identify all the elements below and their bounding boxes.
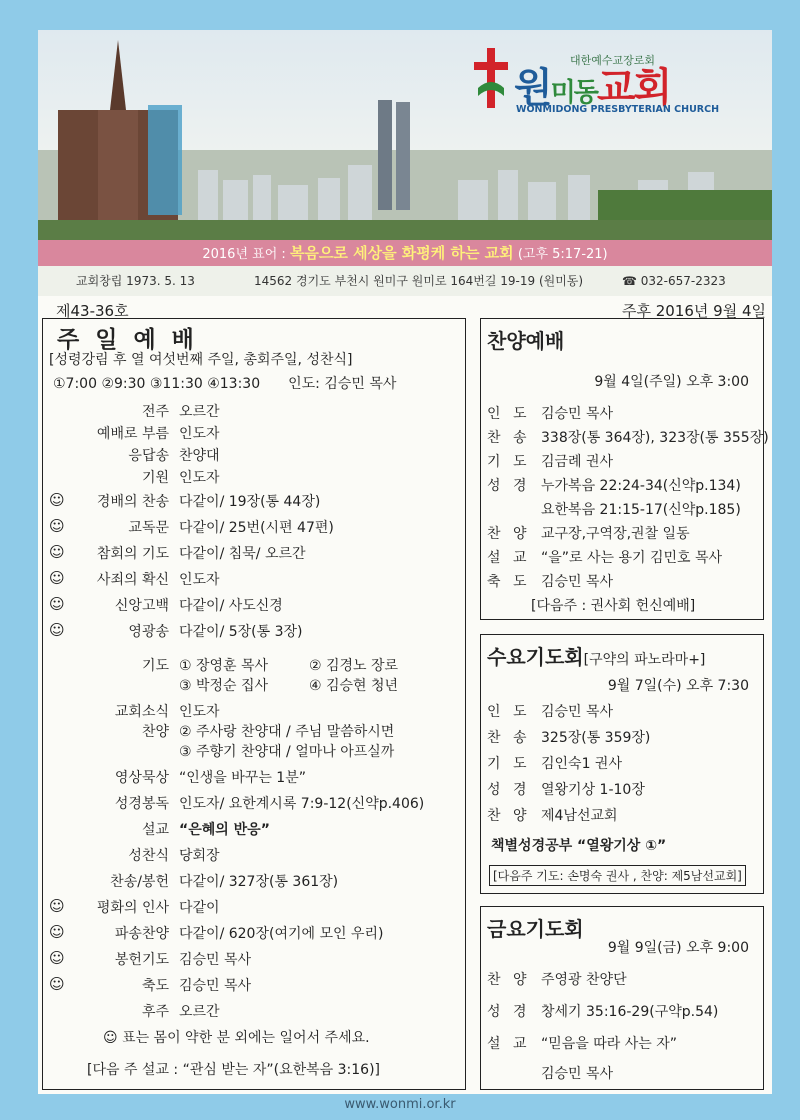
schedule-label: 찬 송 (487, 730, 531, 746)
schedule-value: “믿음을 따라 사는 자” (541, 1036, 678, 1052)
schedule-label: 인 도 (487, 704, 531, 720)
founded-date: 교회창립 1973. 5. 13 (76, 274, 195, 288)
smile-icon: ☺ (49, 517, 65, 535)
schedule-value: 누가복음 22:24-34(신약p.134) (541, 478, 741, 494)
schedule-label: 성 경 (487, 782, 531, 798)
item-label: 파송찬양 (114, 926, 169, 942)
sunday-service-box: 주 일 예 배 [성령강림 후 열 여섯번째 주일, 총회주일, 성찬식] ①7:00 ②9:30 ③11:30 ④13:30 인도: 김승민 목사 전주 오르간 예배로 부름 인도자 응답송 찬양대 기원 인도자 ☺ 경배의 찬송 다같이/ 19장(통 44장) ☺ 교독문 다같이/ 25번(시편 47편) ☺ 참회의 기도 다같이/ 침묵/ 오르간 ☺ 사죄의 확신 인도자 ☺ 신앙고백 다같이/ 사도신경 ☺ 영광송 다같이/ 5장(통 3장) 기도 ① 장영훈 목사 ② 김경노 장로 ③ 박정순 집사 ④ 김승현 청년 교회소식 인도자 찬양 ② 주사랑 찬양대 / 주님 말씀하시면 ③ 주향기 찬양대 / 얼마나 아프실까 영상묵상 “인생을 바꾸는 1분” 성경봉독 인도자/ 요한계시록 7:9-12(신약p.406) 설교 “은혜의 반응” 성찬식 당회장 찬송/봉헌 다같이/ 327장(통 361장) ☺ 평화의 인사 다같이 ☺ 파송찬양 다같이/ 620장(여기에 모인 우리) ☺ 봉헌기도 김승민 목사 ☺ 축도 김승민 목사 후주 오르간 ☺ 표는 몸이 약한 분 외에는 일어서 주세요. [다음 주 설교 : “관심 받는 자”(요한복음 3:16)] (42, 318, 466, 1090)
schedule-value: 김승민 목사 (541, 574, 614, 590)
item-label: 평화의 인사 (96, 900, 169, 916)
wednesday-study: 책별성경공부 “열왕기상 ①” (491, 838, 667, 854)
logo-english: WONMIDONG PRESBYTERIAN CHURCH (516, 104, 720, 115)
schedule-label: 찬 양 (487, 526, 531, 542)
schedule-label: 찬 송 (487, 430, 531, 446)
schedule-label: 기 도 (487, 454, 531, 470)
item-label: 영광송 (128, 624, 169, 640)
schedule-row (487, 805, 618, 825)
footer-url: www.wonmi.or.kr (344, 1097, 456, 1112)
smile-icon: ☺ (49, 897, 65, 915)
address-bar (38, 266, 772, 296)
item-value: 찬양대 (179, 448, 220, 464)
item-value: 다같이/ 침묵/ 오르간 (179, 546, 306, 562)
item-value: 다같이/ 5장(통 3장) (179, 624, 303, 640)
schedule-row (487, 499, 741, 519)
schedule-row (487, 779, 645, 799)
schedule-label: 기 도 (487, 756, 531, 772)
schedule-label: 축 도 (487, 574, 531, 590)
schedule-value: 김인숙1 권사 (541, 756, 622, 772)
schedule-label: 인 도 (487, 406, 531, 422)
schedule-value: “을”로 사는 용기 김민호 목사 (541, 550, 723, 566)
praise-service-time: 9월 4일(주일) 오후 3:00 (594, 374, 749, 390)
friday-box (480, 906, 764, 1090)
item-value: 인도자 (179, 426, 220, 442)
schedule-row (487, 753, 622, 773)
schedule-value: 325장(통 359장) (541, 730, 651, 746)
next-sermon: [다음 주 설교 : “관심 받는 자”(요한복음 3:16)] (87, 1062, 380, 1078)
schedule-label: 성 경 (487, 1004, 531, 1020)
item-label: 봉헌기도 (114, 952, 169, 968)
bulletin-page (38, 30, 772, 1094)
smile-icon: ☺ (49, 569, 65, 587)
smile-icon: ☺ (49, 923, 65, 941)
wednesday-next: [다음주 기도: 손명숙 권사 , 찬양: 제5남선교회] (489, 865, 746, 886)
schedule-value: 요한복음 21:15-17(신약p.185) (541, 502, 741, 518)
smile-icon: ☺ (49, 491, 65, 509)
schedule-row (487, 571, 613, 591)
praise-service-title: 찬양예배 (487, 329, 565, 353)
item-value: 인도자 (179, 470, 220, 486)
schedule-value: 김승민 목사 (541, 406, 614, 422)
schedule-row (487, 547, 722, 567)
item-label: 교독문 (128, 520, 169, 536)
item-value: 다같이/ 25번(시편 47편) (179, 520, 334, 536)
item-value: 김승민 목사 (179, 978, 252, 994)
item-value: 김승민 목사 (179, 952, 252, 968)
smile-icon: ☺ (49, 621, 65, 639)
item-label: 예배로 부름 (96, 426, 169, 442)
schedule-row (487, 427, 769, 447)
schedule-row (487, 1001, 718, 1021)
motto-band: 2016년 표어 : 복음으로 세상을 화평케 하는 교회 (고후 5:17-21) (38, 240, 772, 266)
church-logo (474, 48, 724, 118)
schedule-row (487, 523, 690, 543)
schedule-row (487, 475, 741, 495)
logo-denomination: 대한예수교장로회 (570, 54, 656, 67)
logo-title: 원미동교회 (514, 65, 671, 111)
praise-service-next: [다음주 : 권사회 헌신예배] (531, 598, 696, 614)
smile-icon: ☺ (49, 543, 65, 561)
wednesday-box (480, 634, 764, 894)
smile-icon: ☺ (49, 975, 65, 993)
item-value: 다같이/ 19장(통 44장) (179, 494, 321, 510)
wednesday-title: 수요기도회[구약의 파노라마+] (487, 645, 706, 669)
sunday-subtitle: [성령강림 후 열 여섯번째 주일, 총회주일, 성찬식] (49, 352, 353, 368)
schedule-row (487, 1033, 677, 1053)
item-label: 사죄의 확신 (96, 572, 169, 588)
schedule-row (487, 727, 650, 747)
smile-icon: ☺ (49, 595, 65, 613)
schedule-value: 열왕기상 1-10장 (541, 782, 645, 798)
smile-icon: ☺ (49, 949, 65, 967)
schedule-label: 찬 양 (487, 808, 531, 824)
item-label: 경배의 찬송 (96, 494, 169, 510)
schedule-row (487, 451, 613, 471)
item-label: 참회의 기도 (96, 546, 169, 562)
praise-service-box (480, 318, 769, 620)
schedule-value: 김금례 권사 (541, 454, 614, 470)
schedule-value: 창세기 35:16-29(구약p.54) (541, 1004, 719, 1020)
schedule-value: 제4남선교회 (541, 808, 618, 824)
schedule-row (487, 701, 613, 721)
cross-icon (474, 48, 508, 108)
item-label: 신앙고백 (114, 598, 169, 614)
schedule-label: 성 경 (487, 478, 531, 494)
item-value: 인도자 (179, 572, 220, 588)
friday-title: 금요기도회 (487, 917, 584, 941)
item-value: 오르간 (179, 404, 220, 420)
schedule-row (487, 403, 613, 423)
church-address: 14562 경기도 부천시 원미구 원미로 164번길 19-19 (원미동) (254, 274, 584, 288)
item-label: 응답송 (128, 448, 169, 464)
wednesday-time: 9월 7일(수) 오후 7:30 (607, 678, 749, 694)
friday-preacher: 김승민 목사 (541, 1066, 614, 1082)
church-photo-banner (38, 30, 772, 240)
schedule-value: 338장(통 364장), 323장(통 355장) (541, 430, 769, 446)
item-value: 다같이/ 620장(여기에 모인 우리) (179, 926, 384, 942)
schedule-value: 김승민 목사 (541, 704, 614, 720)
schedule-label: 설 교 (487, 1036, 531, 1052)
item-value: 다같이/ 사도신경 (179, 598, 283, 614)
schedule-row (487, 969, 627, 989)
schedule-label: 설 교 (487, 550, 531, 566)
schedule-label: 찬 양 (487, 972, 531, 988)
friday-time: 9월 9일(금) 오후 9:00 (607, 940, 749, 956)
standing-note: ☺ 표는 몸이 약한 분 외에는 일어서 주세요. (103, 1030, 370, 1046)
sunday-title: 주 일 예 배 (57, 327, 198, 353)
bulletin-date: 주후 2016년 9월 4일 (621, 302, 766, 320)
service-times: ①7:00 ②9:30 ③11:30 ④13:30 인도: 김승민 목사 (53, 376, 397, 392)
church-phone: ☎ 032-657-2323 (622, 274, 726, 288)
item-value: 다같이 (179, 900, 220, 916)
item-label: 전주 (141, 404, 169, 420)
item-label: 축도 (141, 978, 169, 994)
schedule-value: 주영광 찬양단 (541, 972, 627, 988)
issue-number: 제43-36호 (56, 302, 129, 320)
schedule-value: 교구장,구역장,권찰 일동 (541, 526, 690, 542)
item-label: 기원 (141, 470, 169, 486)
